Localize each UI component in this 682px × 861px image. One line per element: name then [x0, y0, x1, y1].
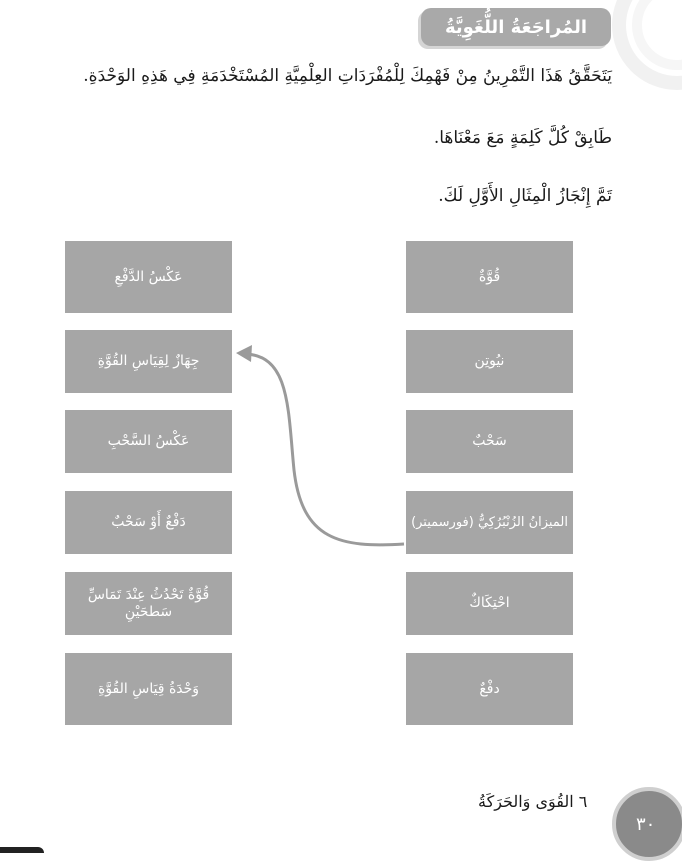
term-text: احْتِكَاكٌ [469, 595, 510, 611]
instruction-line-1: يَتَحَقَّقُ هَذَا التَّمْرِينُ مِنْ فَهْمِكَ لِلْمُفْرَدَاتِ العِلْمِيَّةِ المُسْتَخْدَمَةِ فِي هَذِهِ الوَحْدَةِ. [83, 66, 612, 86]
term-text: سَحْبٌ [472, 433, 507, 449]
chapter-title: القُوَى وَالحَرَكَةُ [478, 792, 574, 811]
term-text: الميزانُ الزُنْبُرُكِيُّ (فورسميتر) [411, 515, 568, 530]
page-number: ٣٠ [636, 813, 656, 835]
instruction-line-3: تَمَّ إِنْجَازُ الْمِثَالِ الأَوَّلِ لَكَ. [438, 186, 612, 206]
instruction-line-2: طَابِقْ كُلَّ كَلِمَةٍ مَعَ مَعْنَاهَا. [433, 128, 612, 148]
chapter-number: ٦ [578, 792, 588, 811]
term-text: قُوَّةٌ [478, 268, 501, 285]
term-text: دفْعٌ [479, 680, 500, 697]
chapter-footer [478, 792, 587, 811]
term-text: نيُوتِن [474, 353, 505, 369]
section-title: المُراجَعَةُ اللُّغَوِيَّةُ [444, 16, 588, 38]
meaning-text: قُوَّةٌ تَحْدُثُ عِنْدَ تَمَاسِّ سَطحَيْنِ [87, 586, 210, 620]
meaning-text: عَكْسُ الدَّفْعِ [114, 268, 183, 285]
page-number-badge [612, 787, 682, 861]
page-edge-mark [0, 847, 44, 853]
meaning-text: جِهَازٌ لِقِيَاسِ القُوَّةِ [97, 353, 200, 369]
meaning-text: دَفْعٌ أَوْ سَحْبٌ [111, 514, 186, 530]
meaning-text: وَحْدَةُ قِيَاسِ القُوَّةِ [97, 680, 200, 697]
meaning-text: عَكْسُ السَّحْبِ [107, 433, 190, 449]
